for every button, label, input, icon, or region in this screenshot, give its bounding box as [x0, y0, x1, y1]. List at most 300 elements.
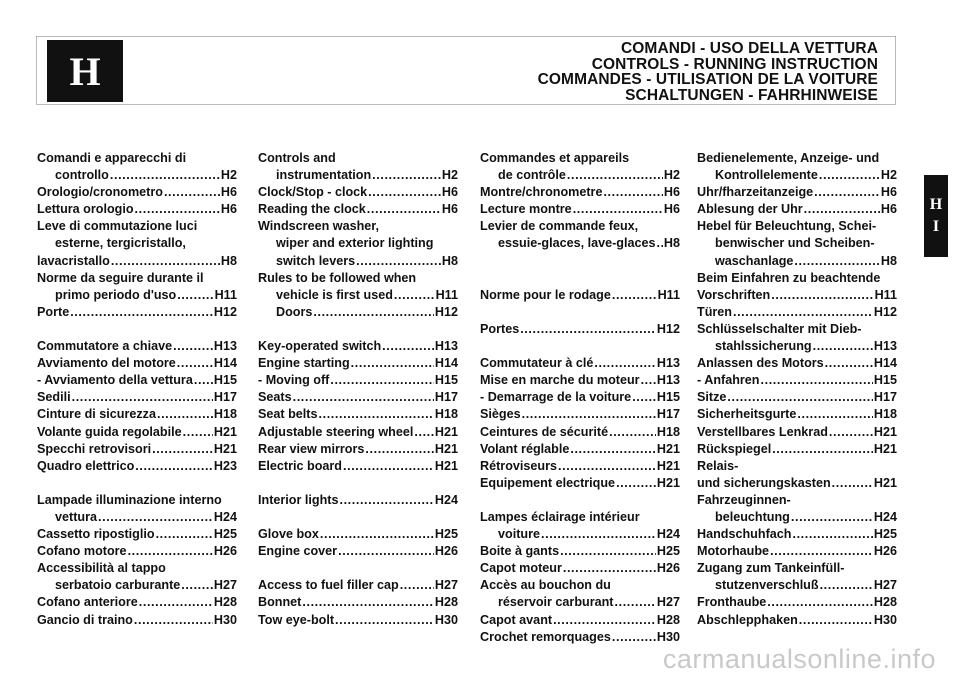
toc-page-number: H21 [213, 441, 237, 456]
toc-entry [697, 270, 897, 287]
toc-leader-dots [791, 509, 873, 526]
spacer [480, 304, 680, 321]
toc-page-number: H26 [434, 544, 458, 559]
toc-entry[interactable] [37, 184, 237, 201]
header-frame-left-line [36, 36, 37, 104]
toc-entry[interactable] [258, 594, 458, 611]
toc-entry-title: Commutateur à clé [480, 356, 594, 371]
toc-leader-dots [72, 389, 213, 406]
toc-leader-dots [792, 526, 872, 543]
toc-entry-title: Orologio/cronometro [37, 185, 163, 200]
spacer [480, 270, 680, 287]
toc-entry-title: Lampes éclairage intérieur [480, 509, 640, 524]
toc-page-number: H24 [434, 492, 458, 507]
toc-page-number: H26 [873, 544, 897, 559]
toc-leader-dots [372, 167, 441, 184]
toc-page-number: H18 [656, 424, 680, 439]
header-title-line: COMANDI - USO DELLA VETTURA [620, 40, 878, 57]
header-title-line: CONTROLS - RUNNING INSTRUCTION [591, 55, 878, 73]
toc-entry[interactable] [37, 424, 237, 441]
toc-entry[interactable] [697, 304, 897, 321]
toc-leader-dots [177, 355, 213, 372]
toc-entry[interactable] [258, 372, 458, 389]
toc-page-number: H28 [656, 612, 680, 627]
toc-entry[interactable] [480, 184, 680, 201]
toc-column-french [480, 150, 680, 646]
toc-page-number: H12 [213, 304, 237, 319]
toc-entry-title: Accès au bouchon du [480, 578, 611, 593]
toc-leader-dots [612, 629, 656, 646]
toc-leader-dots [829, 424, 873, 441]
toc-entry[interactable] [37, 389, 237, 406]
toc-leader-dots [335, 612, 434, 629]
toc-leader-dots [794, 253, 879, 270]
toc-entry[interactable] [480, 543, 680, 560]
toc-page-number: H25 [873, 527, 897, 542]
toc-entry[interactable] [480, 201, 680, 218]
toc-entry [697, 218, 897, 235]
toc-entry[interactable] [480, 475, 680, 492]
toc-entry-title: Leve di commutazione luci [37, 219, 198, 234]
toc-column-italian [37, 150, 237, 629]
toc-entry[interactable] [697, 372, 897, 389]
toc-entry [697, 458, 897, 475]
toc-leader-dots [338, 543, 434, 560]
toc-entry-title: - Avviamento della vettura [37, 373, 193, 388]
toc-entry-title: Equipement electrique [480, 475, 616, 490]
toc-entry[interactable] [258, 304, 458, 321]
toc-entry[interactable] [258, 543, 458, 560]
toc-page-number: H12 [873, 304, 897, 319]
toc-page-number: H6 [880, 185, 897, 200]
toc-leader-dots [302, 594, 434, 611]
toc-page-number: H8 [663, 236, 680, 251]
toc-entry[interactable] [480, 424, 680, 441]
toc-entry-title: Montre/chronometre [480, 185, 603, 200]
toc-leader-dots [799, 612, 873, 629]
group-gap [480, 338, 680, 355]
toc-page-number: H12 [656, 321, 680, 336]
toc-entry-title: Seats [258, 390, 292, 405]
toc-entry-title: Interior lights [258, 492, 339, 507]
toc-entry-title: Specchi retrovisori [37, 441, 152, 456]
toc-entry-title: Boite à gants [480, 544, 560, 559]
toc-leader-dots [356, 253, 441, 270]
group-gap [480, 492, 680, 509]
toc-leader-dots [761, 372, 873, 389]
toc-entry[interactable] [37, 355, 237, 372]
toc-entry[interactable] [697, 389, 897, 406]
toc-entry [37, 560, 237, 577]
toc-entry[interactable] [37, 543, 237, 560]
toc-entry-title: Tow eye-bolt [258, 612, 335, 627]
toc-entry[interactable] [258, 612, 458, 629]
toc-entry[interactable] [37, 201, 237, 218]
toc-entry[interactable] [258, 406, 458, 423]
toc-entry-title: Lampade illuminazione interno [37, 492, 222, 507]
toc-entry[interactable] [480, 526, 680, 543]
toc-entry-title: Rétroviseurs [480, 458, 557, 473]
toc-entry-title: Fahrzeuginnen- [697, 492, 791, 507]
toc-entry[interactable] [697, 167, 897, 184]
toc-entry-title: Fronthaube [697, 595, 767, 610]
toc-entry[interactable] [258, 253, 458, 270]
toc-page-number: H24 [873, 509, 897, 524]
toc-page-number: H13 [656, 373, 680, 388]
toc-leader-dots [177, 287, 213, 304]
toc-leader-dots [612, 287, 657, 304]
toc-leader-dots [594, 355, 656, 372]
page-header [538, 41, 878, 103]
toc-entry [697, 321, 897, 338]
toc-entry [480, 577, 680, 594]
toc-entry[interactable] [258, 577, 458, 594]
toc-entry[interactable] [697, 424, 897, 441]
toc-entry[interactable] [37, 612, 237, 629]
toc-leader-dots [319, 406, 434, 423]
toc-entry[interactable] [37, 253, 237, 270]
toc-entry[interactable] [258, 424, 458, 441]
toc-entry[interactable] [258, 492, 458, 509]
toc-leader-dots [825, 355, 873, 372]
toc-entry[interactable] [37, 441, 237, 458]
toc-entry-title: Lecture montre [480, 202, 572, 217]
toc-leader-dots [98, 509, 213, 526]
toc-entry-title: Cassetto ripostiglio [37, 527, 155, 542]
toc-page-number: H25 [213, 527, 237, 542]
toc-leader-dots [771, 287, 873, 304]
toc-column-english [258, 150, 458, 629]
toc-leader-dots [157, 406, 213, 423]
toc-entry-title: beleuchtung [715, 509, 790, 524]
toc-entry[interactable] [697, 253, 897, 270]
header-title-line: SCHALTUNGEN - FAHRHINWEISE [625, 86, 878, 104]
toc-leader-dots [351, 355, 434, 372]
toc-entry [37, 270, 237, 287]
toc-leader-dots [772, 441, 873, 458]
toc-leader-dots [733, 304, 873, 321]
toc-leader-dots [320, 526, 434, 543]
toc-page-number: H27 [434, 578, 458, 593]
toc-page-number: H18 [873, 407, 897, 422]
toc-page-number: H27 [873, 578, 897, 593]
toc-entry[interactable] [697, 184, 897, 201]
toc-entry[interactable] [480, 167, 680, 184]
toc-entry-title: Accessibilità al tappo [37, 561, 166, 576]
toc-entry[interactable] [37, 338, 237, 355]
toc-page-number: H30 [656, 629, 680, 644]
toc-page-number: H21 [873, 441, 897, 456]
toc-page-number: H11 [214, 287, 237, 302]
toc-entry-title: Reading the clock [258, 202, 366, 217]
toc-page-number: H6 [663, 185, 680, 200]
toc-leader-dots [135, 458, 213, 475]
toc-page-number: H17 [873, 390, 897, 405]
toc-entry[interactable] [697, 475, 897, 492]
toc-entry[interactable] [37, 372, 237, 389]
toc-entry-title: Access to fuel filler cap [258, 578, 399, 593]
section-badge: H [47, 40, 123, 102]
toc-leader-dots [339, 492, 433, 509]
toc-entry[interactable] [37, 287, 237, 304]
toc-leader-dots [615, 594, 656, 611]
toc-page-number: H13 [873, 339, 897, 354]
toc-entry[interactable] [37, 509, 237, 526]
toc-entry-title: Volante guida regolabile [37, 424, 182, 439]
toc-leader-dots [382, 338, 434, 355]
toc-entry[interactable] [37, 406, 237, 423]
toc-entry [697, 235, 897, 252]
toc-leader-dots [632, 389, 656, 406]
toc-entry-title: Commandes et appareils [480, 151, 630, 165]
toc-entry[interactable] [480, 235, 680, 252]
toc-page-number: H21 [434, 424, 458, 439]
toc-page-number: H6 [220, 202, 237, 217]
toc-entry[interactable] [258, 458, 458, 475]
toc-entry[interactable] [480, 406, 680, 423]
spacer [480, 253, 680, 270]
toc-entry[interactable] [697, 338, 897, 355]
toc-entry [37, 235, 237, 252]
toc-entry[interactable] [480, 594, 680, 611]
toc-page-number: H6 [441, 202, 458, 217]
toc-entry-title: - Anfahren [697, 373, 760, 388]
toc-entry[interactable] [37, 594, 237, 611]
toc-entry[interactable] [37, 526, 237, 543]
toc-column-german [697, 150, 897, 629]
toc-entry-title: Uhr/fharzeitanzeige [697, 185, 814, 200]
toc-entry[interactable] [697, 201, 897, 218]
toc-leader-dots [183, 424, 213, 441]
toc-page-number: H2 [441, 168, 458, 183]
toc-page-number: H17 [434, 390, 458, 405]
toc-leader-dots [567, 167, 663, 184]
toc-leader-dots [560, 543, 656, 560]
toc-entry-title: Engine starting [258, 356, 350, 371]
toc-entry[interactable] [37, 577, 237, 594]
toc-entry[interactable] [258, 201, 458, 218]
toc-entry-title: Commutatore a chiave [37, 339, 173, 354]
toc-entry-title: Rules to be followed when [258, 270, 417, 285]
toc-entry-title: essuie-glaces, lave-glaces [498, 236, 656, 251]
toc-leader-dots [820, 577, 873, 594]
toc-entry-title: controllo [55, 168, 109, 183]
toc-leader-dots [152, 441, 213, 458]
toc-entry-title: Electric board [258, 458, 342, 473]
toc-leader-dots [70, 304, 213, 321]
toc-entry[interactable] [480, 441, 680, 458]
group-gap [258, 475, 458, 492]
toc-entry-title: Beim Einfahren zu beachtende [697, 270, 881, 285]
toc-page-number: H21 [656, 475, 680, 490]
toc-entry[interactable] [697, 612, 897, 629]
header-frame-top-line [36, 36, 896, 37]
toc-entry-title: Lettura orologio [37, 202, 134, 217]
toc-entry-title: Türen [697, 304, 732, 319]
toc-page-number: H14 [873, 356, 897, 371]
toc-entry[interactable] [480, 612, 680, 629]
toc-entry-title: réservoir carburant [498, 595, 614, 610]
toc-entry[interactable] [258, 526, 458, 543]
toc-entry[interactable] [697, 594, 897, 611]
toc-entry-title: Clock/Stop - clock [258, 185, 368, 200]
toc-leader-dots [770, 543, 873, 560]
toc-entry-title: Schlüsselschalter mit Dieb- [697, 321, 862, 336]
toc-leader-dots [330, 372, 434, 389]
toc-entry-title: Norme pour le rodage [480, 287, 611, 302]
toc-page-number: H27 [213, 578, 237, 593]
toc-entry-title: stahlssicherung [715, 339, 812, 354]
toc-entry[interactable] [37, 458, 237, 475]
toc-leader-dots [173, 338, 213, 355]
toc-entry-title: primo periodo d'uso [55, 287, 177, 302]
toc-entry[interactable] [480, 629, 680, 646]
toc-page-number: H18 [434, 407, 458, 422]
toc-entry-title: Cinture di sicurezza [37, 407, 156, 422]
toc-page-number: H15 [213, 373, 237, 388]
toc-entry[interactable] [697, 509, 897, 526]
toc-entry[interactable] [258, 167, 458, 184]
toc-leader-dots [134, 612, 213, 629]
toc-leader-dots [819, 167, 880, 184]
toc-page-number: H30 [213, 612, 237, 627]
toc-entry-title: Avviamento del motore [37, 356, 176, 371]
toc-page-number: H6 [441, 185, 458, 200]
toc-entry-title: Levier de commande feux, [480, 219, 639, 234]
watermark: carmanualsonline.info [662, 644, 936, 674]
toc-entry[interactable] [480, 287, 680, 304]
toc-entry[interactable] [37, 304, 237, 321]
toc-entry [480, 509, 680, 526]
toc-entry[interactable] [480, 389, 680, 406]
toc-entry[interactable] [480, 458, 680, 475]
toc-entry-title: Rückspiegel [697, 441, 772, 456]
toc-entry[interactable] [480, 372, 680, 389]
toc-leader-dots [616, 475, 656, 492]
toc-entry-title: lavacristallo [37, 253, 110, 268]
toc-leader-dots [293, 389, 434, 406]
toc-leader-dots [541, 526, 656, 543]
toc-entry [258, 270, 458, 287]
toc-entry-title: Norme da seguire durante il [37, 270, 204, 285]
toc-entry[interactable] [258, 287, 458, 304]
toc-entry-title: Gancio di traino [37, 612, 133, 627]
group-gap [37, 475, 237, 492]
toc-entry[interactable] [258, 441, 458, 458]
toc-page-number: H6 [220, 185, 237, 200]
toc-entry-title: Verstellbares Lenkrad [697, 424, 828, 439]
toc-entry-title: Crochet remorquages [480, 629, 611, 644]
toc-leader-dots [139, 594, 213, 611]
toc-page-number: H2 [880, 168, 897, 183]
toc-leader-dots [813, 338, 873, 355]
toc-leader-dots [156, 526, 213, 543]
toc-leader-dots [128, 543, 213, 560]
toc-entry[interactable] [480, 355, 680, 372]
toc-entry-title: Bonnet [258, 595, 302, 610]
toc-entry[interactable] [697, 406, 897, 423]
spacer [258, 509, 458, 526]
toc-leader-dots [657, 235, 663, 252]
toc-leader-dots [558, 458, 656, 475]
toc-page-number: H21 [656, 458, 680, 473]
toc-entry[interactable] [697, 543, 897, 560]
toc-leader-dots [368, 184, 441, 201]
toc-page-number: H28 [434, 595, 458, 610]
toc-leader-dots [641, 372, 656, 389]
toc-entry-title: esterne, tergicristallo, [55, 236, 186, 251]
toc-page-number: H21 [873, 475, 897, 490]
side-tab-letter: I [932, 218, 940, 235]
toc-page-number: H13 [434, 339, 458, 354]
toc-entry[interactable] [697, 577, 897, 594]
toc-entry[interactable] [258, 355, 458, 372]
toc-page-number: H6 [880, 202, 897, 217]
toc-leader-dots [365, 441, 433, 458]
toc-entry[interactable] [697, 355, 897, 372]
toc-page-number: H28 [873, 595, 897, 610]
toc-entry-title: Abschlepphaken [697, 612, 798, 627]
toc-entry-title: Rear view mirrors [258, 441, 365, 456]
toc-page-number: H30 [873, 612, 897, 627]
side-tab-letter: H [929, 196, 943, 213]
toc-entry[interactable] [697, 526, 897, 543]
toc-entry-title: Zugang zum Tankeinfüll- [697, 561, 845, 576]
toc-page-number: H2 [220, 168, 237, 183]
toc-entry-title: instrumentation [276, 168, 372, 183]
toc-entry-title: serbatoio carburante [55, 578, 181, 593]
toc-entry-title: de contrôle [498, 168, 566, 183]
toc-entry[interactable] [697, 287, 897, 304]
toc-leader-dots [727, 389, 872, 406]
header-title-line: COMMANDES - UTILISATION DE LA VOITURE [537, 71, 878, 88]
toc-page-number: H21 [873, 424, 897, 439]
toc-entry[interactable] [258, 389, 458, 406]
toc-entry[interactable] [480, 560, 680, 577]
toc-leader-dots [570, 441, 656, 458]
toc-entry [258, 150, 458, 167]
toc-entry[interactable] [258, 184, 458, 201]
toc-entry-title: Relais- [697, 458, 739, 473]
toc-entry-title: Ceintures de sécurité [480, 424, 609, 439]
toc-entry-title: Sièges [480, 407, 521, 422]
toc-leader-dots [110, 167, 220, 184]
toc-entry[interactable] [37, 167, 237, 184]
toc-entry-title: Doors [276, 304, 313, 319]
toc-page-number: H15 [873, 373, 897, 388]
toc-page-number: H15 [434, 373, 458, 388]
toc-entry[interactable] [480, 321, 680, 338]
toc-page-number: H18 [213, 407, 237, 422]
toc-entry-title: Porte [37, 304, 70, 319]
toc-page-number: H13 [656, 356, 680, 371]
toc-entry [258, 218, 458, 235]
toc-leader-dots [343, 458, 434, 475]
toc-entry [37, 218, 237, 235]
toc-entry[interactable] [697, 441, 897, 458]
toc-entry-title: Controls and [258, 151, 336, 165]
toc-entry [37, 150, 237, 167]
toc-leader-dots [181, 577, 213, 594]
toc-entry-title: Portes [480, 321, 520, 336]
spacer [258, 560, 458, 577]
toc-entry-title: stutzenverschluß [715, 578, 819, 593]
toc-page-number: H17 [213, 390, 237, 405]
toc-entry[interactable] [258, 338, 458, 355]
toc-entry-title: Motorhaube [697, 544, 770, 559]
toc-page-number: H21 [434, 441, 458, 456]
toc-page-number: H24 [213, 509, 237, 524]
